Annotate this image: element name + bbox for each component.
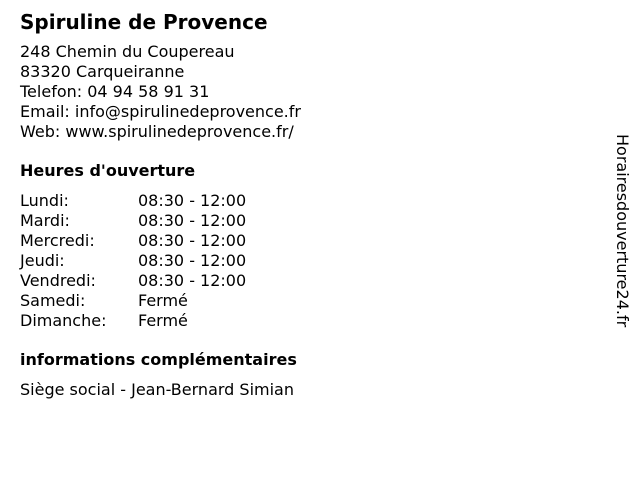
web-line: Web: www.spirulinedeprovence.fr/ — [20, 122, 294, 141]
time-value: 08:30 - 12:00 — [138, 251, 247, 270]
time-value: 08:30 - 12:00 — [138, 211, 247, 230]
hours-row-wednesday — [20, 231, 600, 251]
hours-row-tuesday — [20, 211, 600, 231]
day-label: Lundi: — [20, 191, 69, 210]
time-value: Fermé — [138, 291, 188, 310]
hours-row-monday — [20, 191, 600, 211]
time-value: 08:30 - 12:00 — [138, 231, 247, 250]
day-label: Mardi: — [20, 211, 70, 230]
hours-heading: Heures d'ouverture — [20, 161, 196, 180]
time-value: 08:30 - 12:00 — [138, 191, 247, 210]
hours-row-friday — [20, 271, 600, 291]
site-watermark: Horairesdouverture24.fr — [613, 134, 632, 328]
info-heading: informations complémentaires — [20, 350, 297, 369]
business-card — [20, 10, 600, 400]
time-value: Fermé — [138, 311, 188, 330]
hours-row-thursday — [20, 251, 600, 271]
day-label: Jeudi: — [20, 251, 65, 270]
hours-row-saturday — [20, 291, 600, 311]
hours-row-sunday — [20, 311, 600, 331]
address-city: 83320 Carqueiranne — [20, 62, 185, 81]
phone-line: Telefon: 04 94 58 91 31 — [20, 82, 210, 101]
day-label: Dimanche: — [20, 311, 107, 330]
time-value: 08:30 - 12:00 — [138, 271, 247, 290]
day-label: Mercredi: — [20, 231, 95, 250]
day-label: Vendredi: — [20, 271, 96, 290]
business-name: Spiruline de Provence — [20, 10, 268, 34]
info-text: Siège social - Jean-Bernard Simian — [20, 380, 294, 399]
day-label: Samedi: — [20, 291, 86, 310]
email-line: Email: info@spirulinedeprovence.fr — [20, 102, 301, 121]
hours-table — [20, 191, 600, 331]
address-street: 248 Chemin du Coupereau — [20, 42, 235, 61]
